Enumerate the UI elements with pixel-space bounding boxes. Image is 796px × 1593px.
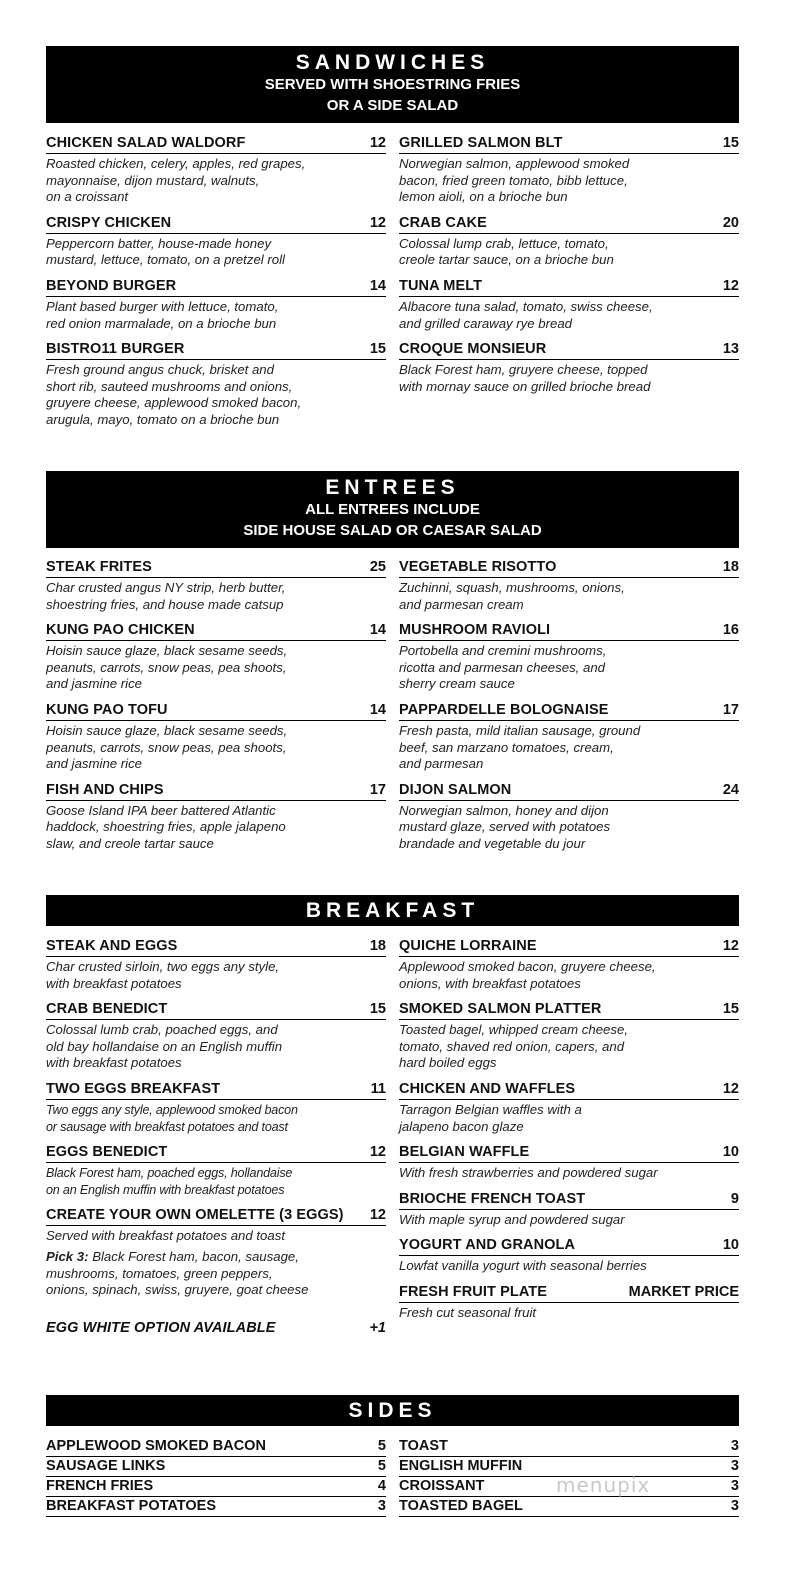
description-line: With maple syrup and powdered sugar [399, 1211, 625, 1227]
menu-item [46, 1000, 386, 1072]
description-line: Lowfat vanilla yogurt with seasonal berries [399, 1258, 647, 1274]
item-description [46, 1228, 386, 1298]
item-price: 15 [722, 1001, 739, 1018]
description-line: and jasmine rice [46, 756, 143, 772]
item-price: 10 [722, 1144, 739, 1161]
entrees-left-column [46, 558, 386, 861]
description-line: arugula, mayo, tomato on a brioche bun [46, 411, 280, 427]
item-price: 12 [369, 1207, 386, 1224]
description-line: creole tartar sauce, on a brioche bun [399, 252, 614, 268]
item-price: 15 [722, 135, 739, 151]
item-price: 15 [369, 341, 386, 358]
item-price: 25 [369, 559, 386, 575]
menu-item [399, 1000, 739, 1072]
entrees-title: ENTREES [325, 476, 460, 499]
menu-item [46, 134, 386, 206]
menu-item [399, 558, 739, 613]
item-name: CHICKEN AND WAFFLES [399, 1080, 576, 1097]
item-description [399, 643, 739, 693]
description-line: or sausage with breakfast potatoes and toast [46, 1119, 288, 1134]
item-name: PAPPARDELLE BOLOGNAISE [399, 701, 609, 718]
description-line: on a croissant [46, 189, 129, 205]
item-name: TUNA MELT [399, 277, 483, 294]
item-price: 12 [369, 135, 386, 151]
description-line: Toasted bagel, whipped cream cheese, [399, 1022, 628, 1038]
description-line: mayonnaise, dijon mustard, walnuts, [46, 172, 260, 188]
menu-item [399, 1080, 739, 1135]
item-description [46, 1022, 386, 1072]
item-name: EGG WHITE OPTION AVAILABLE [46, 1319, 276, 1336]
description-line: and grilled caraway rye bread [399, 315, 572, 331]
description-line: and jasmine rice [46, 676, 143, 692]
side-item [46, 1437, 386, 1457]
item-name: CRISPY CHICKEN [46, 214, 172, 231]
description-line: tomato, shaved red onion, capers, and [399, 1038, 625, 1054]
menu-item [399, 781, 739, 853]
menu-item [399, 621, 739, 693]
side-name: BREAKFAST POTATOES [46, 1498, 216, 1514]
item-price: 18 [369, 938, 386, 954]
menu-item [399, 1143, 739, 1182]
item-header [46, 558, 386, 578]
description-line: Albacore tuna salad, tomato, swiss cheese, [399, 298, 653, 314]
item-name: BEYOND BURGER [46, 277, 177, 294]
item-description [46, 803, 386, 853]
item-price: 10 [722, 1237, 739, 1254]
description-line: sherry cream sauce [399, 676, 515, 692]
sandwiches-subtitle-1: SERVED WITH SHOESTRING FRIES [264, 76, 521, 93]
item-name: YOGURT AND GRANOLA [399, 1237, 576, 1254]
description-line: lemon aioli, on a brioche bun [399, 189, 568, 205]
description-line: haddock, shoestring fries, apple jalapeno [46, 819, 286, 835]
menu-item [399, 937, 739, 992]
side-price: 3 [730, 1498, 739, 1514]
item-price: 16 [722, 622, 739, 639]
description-line: Two eggs any style, applewood smoked bacon [46, 1102, 298, 1117]
item-header [46, 621, 386, 641]
item-name: VEGETABLE RISOTTO [399, 559, 557, 575]
egg-white-option [46, 1319, 386, 1338]
description-line: red onion marmalade, on a brioche bun [46, 315, 277, 331]
item-price: 12 [369, 1144, 386, 1161]
sandwiches-columns [46, 134, 739, 437]
description-line: Hoisin sauce glaze, black sesame seeds, [46, 722, 288, 738]
description-line: Char crusted sirloin, two eggs any style, [46, 959, 280, 974]
description-line: Fresh pasta, mild italian sausage, ground [399, 722, 641, 738]
item-description [46, 643, 386, 693]
menu-item [46, 1143, 386, 1198]
item-header [399, 214, 739, 234]
item-header [46, 277, 386, 297]
item-price: 13 [722, 341, 739, 358]
description-line: Plant based burger with lettuce, tomato, [46, 298, 279, 314]
item-price: 14 [369, 277, 386, 294]
description-line: Peppercorn batter, house-made honey [46, 235, 272, 251]
item-description [46, 959, 386, 992]
menu-item [46, 621, 386, 693]
item-price: 20 [722, 214, 739, 231]
item-header [399, 621, 739, 641]
description-line: slaw, and creole tartar sauce [46, 835, 214, 851]
item-name: BISTRO11 BURGER [46, 341, 185, 358]
item-price: 17 [369, 781, 386, 798]
item-price: 11 [370, 1080, 386, 1097]
entrees-banner [46, 471, 739, 548]
item-description [46, 723, 386, 773]
item-name: EGGS BENEDICT [46, 1144, 168, 1161]
item-description [46, 156, 386, 206]
item-description [399, 803, 739, 853]
item-name: TWO EGGS BREAKFAST [46, 1080, 221, 1097]
item-description [399, 156, 739, 206]
item-name: BELGIAN WAFFLE [399, 1144, 530, 1161]
description-line: on an English muffin with breakfast potatoes [46, 1182, 285, 1197]
item-price: 24 [722, 781, 739, 798]
item-header [399, 1190, 739, 1210]
description-line: Fresh ground angus chuck, brisket and [46, 362, 274, 378]
description-line: Zuchinni, squash, mushrooms, onions, [399, 580, 625, 595]
description-line: mustard glaze, served with potatoes [399, 819, 611, 835]
description-line: ricotta and parmesan cheeses, and [399, 659, 605, 675]
item-description [399, 1022, 739, 1072]
item-name: KUNG PAO TOFU [46, 701, 168, 718]
side-price: 3 [730, 1458, 739, 1474]
description-line: with breakfast potatoes [46, 1055, 182, 1071]
item-header [399, 277, 739, 297]
item-description [46, 362, 386, 428]
item-description [399, 580, 739, 613]
description-line: Fresh cut seasonal fruit [399, 1304, 537, 1320]
item-header [399, 1283, 739, 1303]
sandwiches-banner [46, 46, 739, 123]
description-line: hard boiled eggs [399, 1055, 497, 1071]
menu-item [399, 1236, 739, 1275]
item-price: 12 [722, 938, 739, 954]
description-line: jalapeno bacon glaze [399, 1118, 524, 1134]
side-price: 3 [730, 1478, 739, 1494]
item-name: FISH AND CHIPS [46, 781, 164, 798]
breakfast-banner [46, 895, 739, 926]
side-price: 4 [377, 1478, 386, 1494]
item-price: 18 [722, 559, 739, 575]
item-price: 9 [730, 1190, 739, 1207]
menupix-watermark: menupix [556, 1473, 651, 1497]
sides-title: SIDES [348, 1399, 437, 1422]
item-header [46, 340, 386, 360]
description-line: with mornay sauce on grilled brioche bread [399, 378, 651, 394]
side-item [46, 1497, 386, 1517]
description-line: Roasted chicken, celery, apples, red grapes, [46, 156, 306, 171]
menu-item [46, 937, 386, 992]
side-name: ENGLISH MUFFIN [399, 1458, 523, 1474]
menu-item [399, 1283, 739, 1322]
item-header [46, 1319, 386, 1338]
item-name: MUSHROOM RAVIOLI [399, 622, 551, 639]
side-price: 3 [730, 1438, 739, 1454]
description-line: Black Forest ham, gruyere cheese, topped [399, 362, 648, 378]
menu-item [399, 340, 739, 395]
item-header [46, 1000, 386, 1020]
menu-item [46, 781, 386, 853]
menu-item [399, 1190, 739, 1229]
side-price: 5 [377, 1438, 386, 1454]
item-description [399, 1165, 739, 1182]
item-price: 12 [369, 214, 386, 231]
sandwiches-right-column [399, 134, 739, 437]
item-header [46, 1080, 386, 1100]
item-name: GRILLED SALMON BLT [399, 135, 563, 151]
entrees-right-column [399, 558, 739, 861]
menu-item [46, 277, 386, 332]
side-name: TOAST [399, 1438, 448, 1454]
side-name: CROISSANT [399, 1478, 485, 1494]
sides-left-column [46, 1437, 386, 1517]
side-item [399, 1497, 739, 1517]
item-price: MARKET PRICE [628, 1283, 739, 1300]
item-header [399, 1080, 739, 1100]
description-line: and parmesan [399, 756, 484, 772]
item-description [46, 236, 386, 269]
item-name: CROQUE MONSIEUR [399, 341, 547, 358]
item-name: KUNG PAO CHICKEN [46, 622, 195, 639]
item-description [399, 1212, 739, 1229]
side-name: FRENCH FRIES [46, 1478, 154, 1494]
description-line: Colossal lumb crab, poached eggs, and [46, 1022, 278, 1038]
side-name: SAUSAGE LINKS [46, 1458, 166, 1474]
item-name: DIJON SALMON [399, 781, 512, 798]
side-item [399, 1437, 739, 1457]
breakfast-title: BREAKFAST [305, 899, 480, 922]
description-line: gruyere cheese, applewood smoked bacon, [46, 395, 302, 411]
side-item [46, 1477, 386, 1497]
item-header [399, 701, 739, 721]
description-line: Colossal lump crab, lettuce, tomato, [399, 235, 609, 251]
breakfast-right-column [399, 937, 739, 1346]
item-description [46, 580, 386, 613]
description-line: beef, san marzano tomatoes, cream, [399, 739, 614, 755]
item-price: 14 [369, 622, 386, 639]
item-description [399, 299, 739, 332]
item-name: STEAK FRITES [46, 559, 152, 575]
item-header [399, 558, 739, 578]
item-header [399, 1143, 739, 1163]
description-line: Hoisin sauce glaze, black sesame seeds, [46, 643, 288, 659]
item-price: +1 [369, 1319, 386, 1336]
description-line: bacon, fried green tomato, bibb lettuce, [399, 172, 628, 188]
item-price: 17 [722, 701, 739, 718]
menu-item [399, 214, 739, 269]
description-line: Norwegian salmon, applewood smoked [399, 156, 630, 171]
side-item [46, 1457, 386, 1477]
omelette-item [46, 1206, 386, 1298]
item-price: 12 [722, 1080, 739, 1097]
item-description [399, 1305, 739, 1322]
item-header [46, 937, 386, 957]
item-header [46, 1206, 386, 1226]
side-name: APPLEWOOD SMOKED BACON [46, 1438, 266, 1454]
menu-item [399, 134, 739, 206]
side-price: 3 [377, 1498, 386, 1514]
item-description [46, 1102, 386, 1135]
item-header [399, 340, 739, 360]
side-name: TOASTED BAGEL [399, 1498, 523, 1514]
item-description [46, 299, 386, 332]
pick-line: mushrooms, tomatoes, green peppers, [46, 1265, 273, 1281]
breakfast-left-column [46, 937, 386, 1346]
pick-label: Pick 3: [46, 1248, 89, 1264]
item-header [399, 1000, 739, 1020]
item-header [46, 214, 386, 234]
side-price: 5 [377, 1458, 386, 1474]
item-header [399, 1236, 739, 1256]
menu-item [46, 1080, 386, 1135]
item-price: 15 [369, 1001, 386, 1018]
menu-item [46, 558, 386, 613]
menu-item [399, 701, 739, 773]
item-description [46, 1165, 386, 1198]
breakfast-columns [46, 937, 739, 1346]
item-header [46, 134, 386, 154]
item-name: FRESH FRUIT PLATE [399, 1283, 548, 1300]
item-description [399, 1102, 739, 1135]
item-price: 14 [369, 701, 386, 718]
description-line: short rib, sauteed mushrooms and onions, [46, 378, 293, 394]
item-description [399, 362, 739, 395]
description-line: peanuts, carrots, snow peas, pea shoots, [46, 739, 287, 755]
item-description [399, 959, 739, 992]
menu-item [399, 277, 739, 332]
pick-three-text [46, 1249, 386, 1299]
item-header [399, 781, 739, 801]
sandwiches-title: SANDWICHES [295, 51, 490, 74]
item-header [399, 937, 739, 957]
sandwiches-subtitle-2: OR A SIDE SALAD [326, 97, 459, 114]
item-price: 12 [722, 277, 739, 294]
item-name: SMOKED SALMON PLATTER [399, 1001, 602, 1018]
item-name: CRAB CAKE [399, 214, 487, 231]
menu-item [46, 340, 386, 428]
entrees-columns [46, 558, 739, 861]
description-line: Tarragon Belgian waffles with a [399, 1101, 582, 1117]
description-line: Portobella and cremini mushrooms, [399, 643, 607, 659]
item-name: CRAB BENEDICT [46, 1001, 168, 1018]
description-line: Served with breakfast potatoes and toast [46, 1228, 285, 1244]
pick-line: onions, spinach, swiss, gruyere, goat cheese [46, 1282, 309, 1298]
item-name: STEAK AND EGGS [46, 938, 178, 954]
description-line: with breakfast potatoes [46, 975, 182, 991]
entrees-subtitle-2: SIDE HOUSE SALAD OR CAESAR SALAD [243, 522, 542, 539]
item-header [46, 701, 386, 721]
item-name: QUICHE LORRAINE [399, 938, 537, 954]
item-header [399, 134, 739, 154]
item-name: BRIOCHE FRENCH TOAST [399, 1190, 586, 1207]
description-line: and parmesan cream [399, 596, 524, 612]
description-line: Black Forest ham, poached eggs, hollandaise [46, 1166, 293, 1181]
sandwiches-left-column [46, 134, 386, 437]
description-line: Norwegian salmon, honey and dijon [399, 802, 609, 818]
item-description [399, 1258, 739, 1275]
description-line: brandade and vegetable du jour [399, 835, 586, 851]
description-line: peanuts, carrots, snow peas, pea shoots, [46, 659, 287, 675]
item-name: CREATE YOUR OWN OMELETTE (3 EGGS) [46, 1207, 344, 1224]
item-name: CHICKEN SALAD WALDORF [46, 135, 246, 151]
pick-line: Black Forest ham, bacon, sausage, [88, 1248, 299, 1264]
entrees-subtitle-1: ALL ENTREES INCLUDE [305, 501, 480, 518]
menu-item [46, 214, 386, 269]
menu-item [46, 701, 386, 773]
description-line: onions, with breakfast potatoes [399, 975, 581, 991]
description-line: Char crusted angus NY strip, herb butter, [46, 580, 286, 595]
item-header [46, 781, 386, 801]
item-description [399, 723, 739, 773]
description-line: Applewood smoked bacon, gruyere cheese, [399, 959, 656, 974]
description-line: old bay hollandaise on an English muffin [46, 1038, 283, 1054]
sides-banner [46, 1395, 739, 1426]
description-line: mustard, lettuce, tomato, on a pretzel roll [46, 252, 285, 268]
description-line: With fresh strawberries and powdered sugar [399, 1165, 658, 1181]
description-line: shoestring fries, and house made catsup [46, 596, 284, 612]
description-line: Goose Island IPA beer battered Atlantic [46, 802, 276, 818]
item-description [399, 236, 739, 269]
item-header [46, 1143, 386, 1163]
